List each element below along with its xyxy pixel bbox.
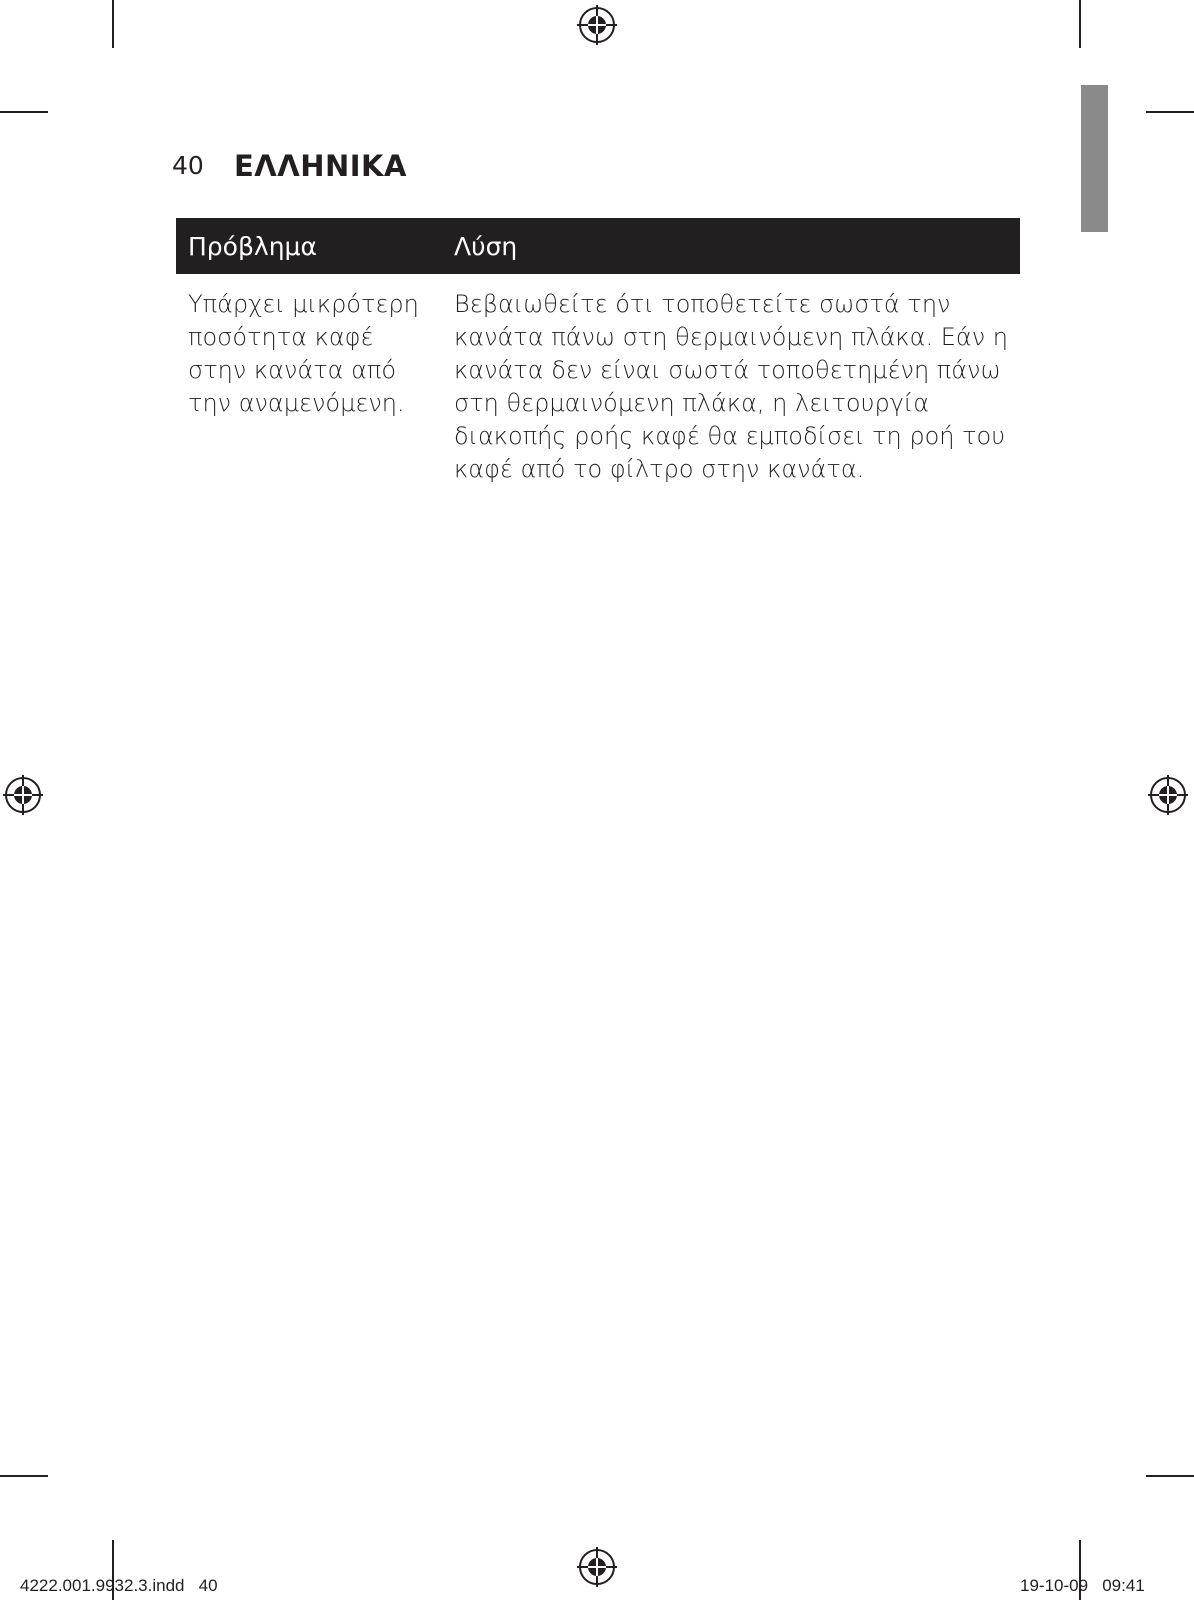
solution-line: στη θερμαινόμενη πλάκα, η λειτουργία (454, 389, 930, 417)
crop-mark-top-right-horizontal (1146, 111, 1194, 113)
column-header-problem: Πρόβλημα (188, 232, 317, 261)
solution-cell (454, 288, 1020, 486)
solution-line: κανάτα δεν είναι σωστά τοποθετημένη πάνω (454, 356, 1001, 384)
crop-mark-top-left-vertical (112, 0, 114, 48)
solution-line: διακοπής ροής καφέ θα εμποδίσει τη ροή του (454, 422, 1006, 450)
crop-mark-bottom-right-horizontal (1146, 1475, 1194, 1477)
slug-file-name: 4222.001.9932.3.indd 40 (20, 1576, 218, 1595)
registration-mark-bottom-icon (577, 1547, 617, 1587)
crop-mark-top-left-horizontal (0, 111, 48, 113)
column-header-solution: Λύση (454, 232, 518, 261)
section-thumb-tab (1081, 85, 1108, 232)
crop-mark-top-right-vertical (1079, 0, 1081, 48)
registration-mark-right-icon (1148, 775, 1188, 815)
registration-mark-top-icon (577, 5, 617, 45)
solution-line: Βεβαιωθείτε ότι τοποθετείτε σωστά την (454, 290, 951, 318)
solution-line: καφέ από το φίλτρο στην κανάτα. (454, 455, 865, 483)
problem-line: Υπάρχει μικρότερη (188, 290, 419, 318)
problem-cell (188, 288, 438, 420)
registration-mark-left-icon (3, 775, 43, 815)
problem-line: στην κανάτα από (188, 356, 397, 384)
table-row (176, 274, 1020, 483)
problem-line: την αναμενόμενη. (188, 389, 405, 417)
slug-date-time: 19-10-09 09:41 (1020, 1576, 1145, 1595)
page-number: 40 (172, 151, 204, 180)
crop-mark-bottom-left-horizontal (0, 1475, 48, 1477)
problem-line: ποσότητα καφέ (188, 323, 374, 351)
troubleshooting-table (176, 218, 1020, 483)
solution-line: κανάτα πάνω στη θερμαινόμενη πλάκα. Εάν η (454, 323, 1008, 351)
section-title: ΕΛΛΗΝΙΚΑ (234, 149, 407, 183)
table-header (176, 218, 1020, 274)
